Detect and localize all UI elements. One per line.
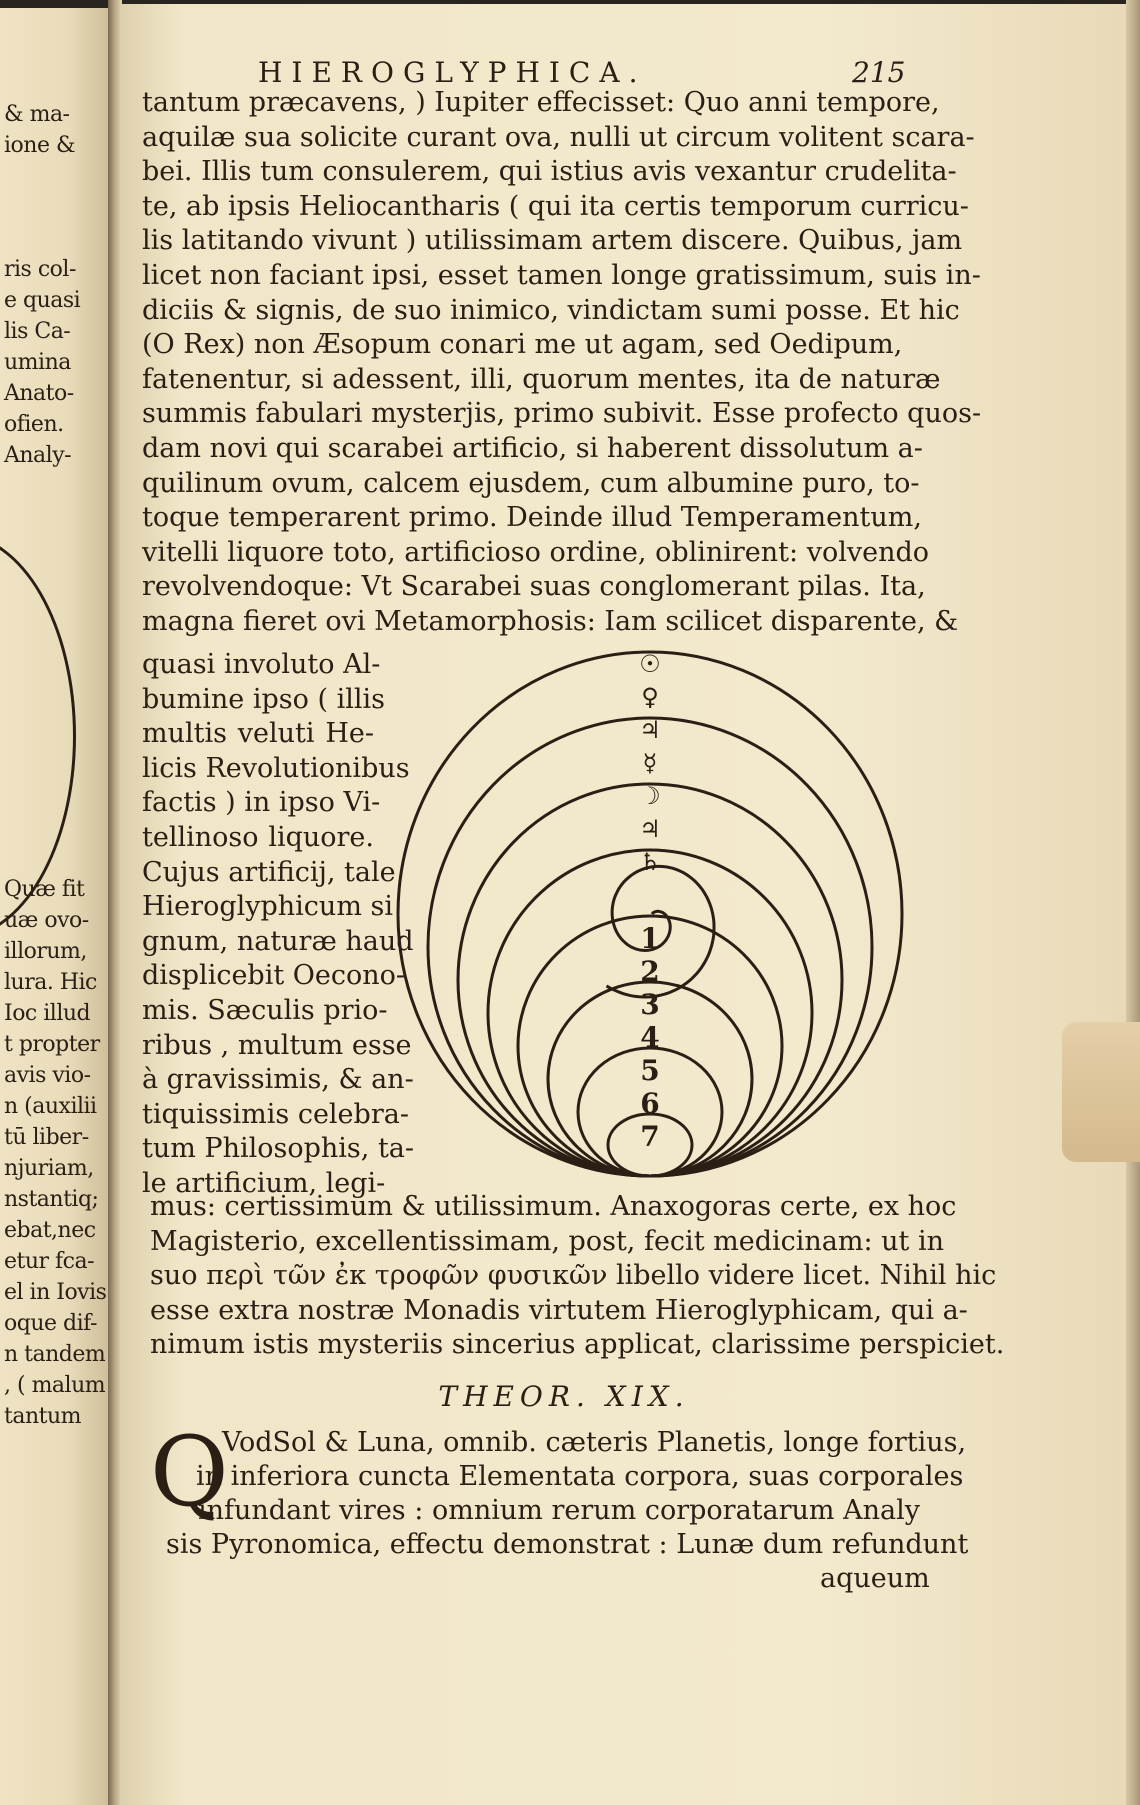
text-line: dam novi qui scarabei artificio, si haberent dissolutum a- [142, 433, 923, 464]
theorem-line: VodSol & Luna, omnib. cæteris Planetis, longe fortius, [222, 1427, 967, 1458]
text-line: vitelli liquore toto, artificioso ordine, oblinirent: volvendo [142, 536, 930, 568]
planet-symbol: ♀ [641, 683, 659, 711]
theorem-line: in inferiora cuncta Elementata corpora, suas corporales [196, 1461, 964, 1492]
left-page-line: njuriam, [4, 1156, 94, 1181]
left-page-line: ofien. [4, 412, 64, 437]
text-line: quilinum ovum, calcem ejusdem, cum albumine puro, to- [142, 467, 920, 499]
text-line: à gravissimis, & an- [142, 1064, 414, 1096]
text-line: tiquissimis celebra- [142, 1098, 409, 1130]
text-line: magna fieret ovi Metamorphosis: Iam scilicet disparente, & [142, 606, 959, 637]
ring-numeral: 5 [640, 1054, 660, 1087]
ring-numeral: 3 [640, 988, 660, 1021]
text-line: revolvendoque: Vt Scarabei suas conglomerant pilas. Ita, [142, 571, 926, 603]
text-line: Hieroglyphicum si [142, 891, 393, 923]
left-page-line: Anato- [4, 381, 74, 406]
left-page-fragment [0, 8, 112, 1805]
planet-symbol: ♃ [639, 716, 661, 744]
theorem-line: sis Pyronomica, effectu demonstrat : Lunæ dum refundunt [166, 1529, 969, 1560]
theorem-line: infundant vires : omnium rerum corporatarum Analy [198, 1495, 920, 1526]
ring-numeral: 4 [640, 1021, 660, 1054]
left-page-line: el in Iovis [4, 1280, 107, 1305]
planet-symbol: ☉ [639, 650, 661, 678]
text-line: licet non faciant ipsi, esset tamen longe gratissimum, suis in- [142, 260, 981, 291]
planet-symbol: ♃ [639, 815, 661, 843]
left-page-line: tū liber- [4, 1125, 89, 1150]
left-page-line: e quasi [4, 288, 81, 313]
planet-symbol: ☽ [639, 782, 661, 810]
text-line: suo περὶ τῶν ἐκ τροφῶν φυσικῶν libello videre licet. Nihil hic [150, 1260, 997, 1292]
left-page-line: oque dif- [4, 1311, 97, 1336]
text-line: multis veluti He- [142, 718, 374, 750]
text-line: displicebit Oecono- [142, 960, 406, 992]
ring-numeral: 1 [640, 922, 660, 955]
text-line: esse extra nostræ Monadis virtutem Hieroglyphicam, qui a- [150, 1294, 968, 1326]
theorem-heading: THEOR. XIX. [438, 1380, 690, 1413]
text-line: ribus , multum esse [142, 1029, 412, 1061]
left-page-line: n (auxilii [4, 1094, 97, 1119]
left-page-line: etur fca- [4, 1249, 95, 1274]
text-line: summis fabulari mysterjis, primo subivit. Esse profecto quos- [142, 398, 982, 430]
text-line: lis latitando vivunt ) utilissimam artem discere. Quibus, jam [142, 225, 963, 257]
left-page-line: nstantiq; [4, 1187, 99, 1212]
ring-numeral: 2 [640, 955, 660, 988]
text-line: diciis & signis, de suo inimico, vindictam sumi posse. Et hic [142, 294, 960, 326]
text-line: (O Rex) non Æsopum conari me ut agam, sed Oedipum, [142, 329, 903, 361]
left-page-line: lura. Hic [4, 970, 97, 995]
spiral-diagram [390, 648, 910, 1188]
left-page-line: ione & [4, 133, 76, 158]
diagram-labels [639, 650, 661, 1153]
left-page-line: lis Ca- [4, 319, 71, 344]
text-line: nimum istis mysteriis sincerius applicat, clarissime perspiciet. [150, 1329, 1005, 1361]
drop-capital: Q [150, 1416, 229, 1528]
text-line: bei. Illis tum consulerem, qui istius avis vexantur crudelita- [142, 156, 957, 188]
running-header: HIEROGLYPHICA. [258, 56, 647, 89]
page-edge [1126, 0, 1140, 1805]
text-line: fatenentur, si adessent, illi, quorum mentes, ita de naturæ [142, 363, 941, 395]
text-line: toque temperarent primo. Deinde illud Temperamentum, [142, 502, 922, 534]
text-line: le artificium, legi- [142, 1168, 386, 1199]
planet-symbol: ♄ [639, 848, 661, 876]
left-page-line: t propter [4, 1032, 100, 1057]
text-line: quasi involuto Al- [142, 649, 381, 680]
left-page-line: tantum [4, 1404, 81, 1429]
ring-numeral: 7 [640, 1120, 660, 1153]
page-number: 215 [852, 56, 906, 89]
left-page-line: uæ ovo- [4, 908, 89, 933]
ring-numeral: 6 [640, 1087, 660, 1120]
text-line: factis ) in ipso Vi- [142, 787, 381, 819]
text-line: tellinoso liquore. [142, 822, 374, 853]
left-page-line: avis vio- [4, 1063, 91, 1088]
left-page-line: ebat,nec [4, 1218, 96, 1243]
text-line: licis Revolutionibus [142, 752, 410, 784]
left-page-line: Quæ fit [4, 877, 85, 902]
text-line: bumine ipso ( illis [142, 683, 385, 715]
page-tab [1062, 1022, 1140, 1162]
text-line: gnum, naturæ haud [142, 925, 414, 957]
left-page-line: Ioc illud [4, 1001, 91, 1026]
left-page-line: umina [4, 350, 71, 375]
text-line: mis. Sæculis prio- [142, 995, 388, 1026]
left-page-line: Analy- [4, 443, 72, 468]
text-line: tantum præcavens, ) Iupiter effecisset: Quo anni tempore, [142, 87, 940, 118]
text-line: aquilæ sua solicite curant ova, nulli ut circum volitent scara- [142, 121, 975, 153]
central-spiral [607, 866, 715, 997]
text-line: te, ab ipsis Heliocantharis ( qui ita certis temporum curricu- [142, 190, 969, 222]
left-page-line: & ma- [4, 102, 70, 127]
left-page-line: ris col- [4, 257, 76, 282]
text-line: Magisterio, excellentissimam, post, fecit medicinam: ut in [150, 1225, 944, 1257]
theorem-line: aqueum [820, 1563, 930, 1594]
left-page-line: n tandem [4, 1342, 106, 1367]
left-page-line: illorum, [4, 939, 87, 964]
text-line: tum Philosophis, ta- [142, 1133, 415, 1165]
text-line: Cujus artificij, tale [142, 856, 396, 888]
text-line: mus: certissimum & utilissimum. Anaxogoras certe, ex hoc [150, 1191, 957, 1222]
planet-symbol: ☿ [642, 749, 658, 777]
left-page-line: , ( malum [4, 1373, 106, 1398]
